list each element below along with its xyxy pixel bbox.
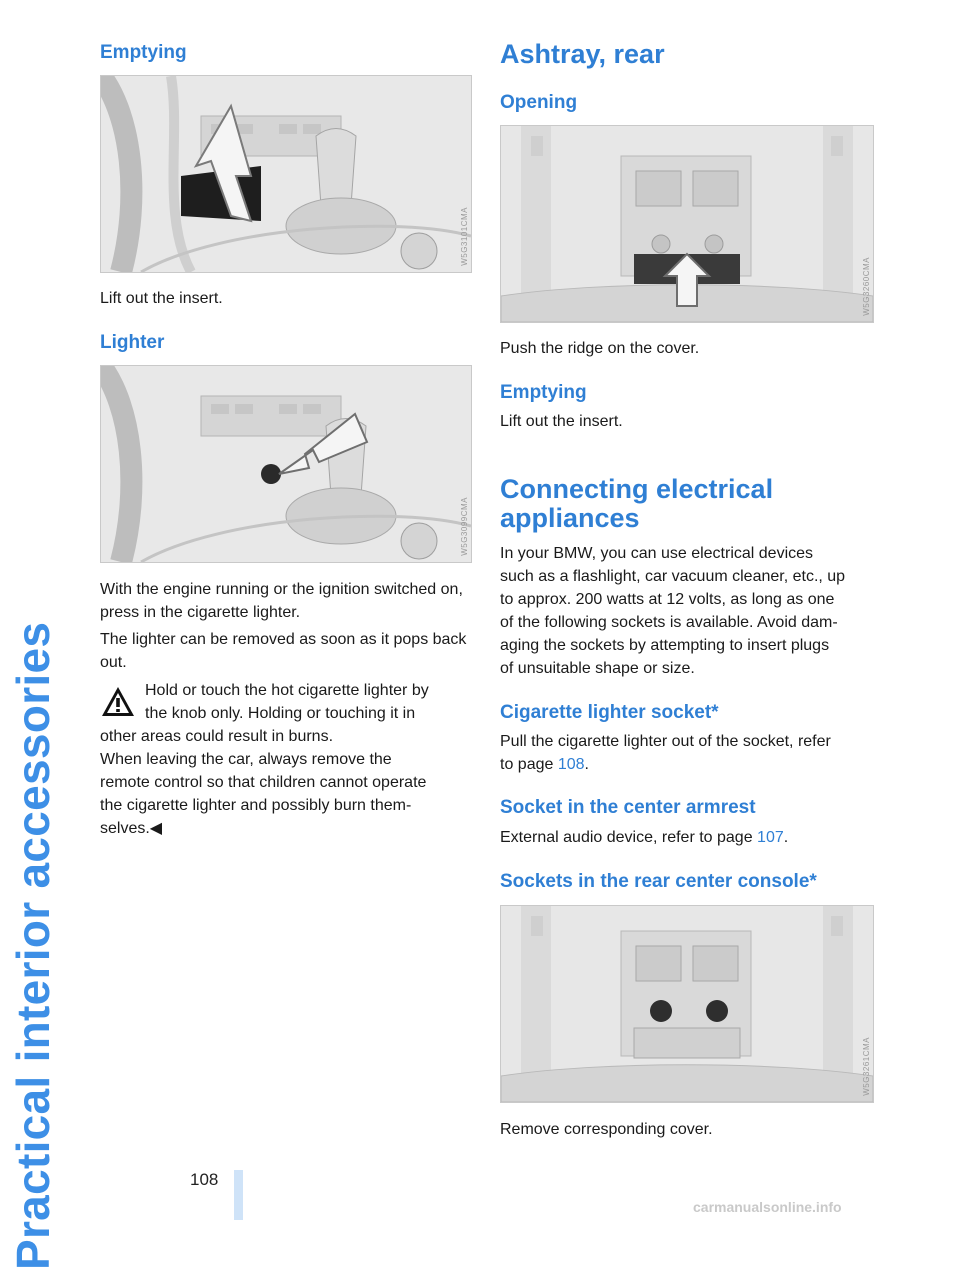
page-link-108[interactable]: 108 (557, 756, 585, 773)
page-edge-bar (234, 1170, 243, 1220)
lighter-paragraph-2: The lighter can be removed as soon as it pops back out. (100, 631, 467, 671)
paragraph-line: Pull the cigarette lighter out of the socket, refer (500, 733, 831, 750)
lighter-illustration (100, 365, 472, 563)
title-line: Connecting electrical (500, 474, 774, 504)
image-code: W5G3099CMA (460, 497, 469, 556)
chapter-side-title: Practical interior accessories (7, 621, 59, 1270)
warning-line: other areas could result in burns. (100, 728, 334, 745)
paragraph-line: of the following sockets is available. Avoid dam- (500, 614, 838, 631)
paragraph-line: In your BMW, you can use electrical devices (500, 545, 814, 562)
warning-line: When leaving the car, always remove the (100, 751, 392, 768)
rear-console-sockets-heading: Sockets in the rear center console* (500, 871, 817, 892)
warning-line: the cigarette lighter and possibly burn them- (100, 797, 412, 814)
footer-watermark: carmanualsonline.info (693, 1199, 842, 1215)
warning-line: remote control so that children cannot operate (100, 774, 427, 791)
warning-line: selves.◀ (100, 820, 163, 837)
image-code: W5G3261CMA (862, 1037, 871, 1096)
paragraph-line: to approx. 200 watts at 12 volts, as long as one (500, 591, 835, 608)
rear-console-sockets-illustration (500, 905, 874, 1103)
center-armrest-socket-text: External audio device, refer to page 107. (500, 829, 789, 846)
emptying-caption: Lift out the insert. (100, 290, 223, 307)
page-link-107[interactable]: 107 (757, 829, 784, 846)
page-number: 108 (190, 1170, 219, 1189)
connecting-appliances-title (500, 475, 773, 533)
paragraph-line: such as a flashlight, car vacuum cleaner, etc., up (500, 568, 846, 585)
opening-caption: Push the ridge on the cover. (500, 340, 700, 357)
rear-console-caption: Remove corresponding cover. (500, 1121, 713, 1138)
warning-note (100, 679, 472, 840)
image-code: W5G3101CMA (460, 207, 469, 266)
paragraph-line: of unsuitable shape or size. (500, 660, 695, 677)
emptying-heading-rear: Emptying (500, 382, 587, 403)
cigarette-lighter-socket-heading: Cigarette lighter socket* (500, 702, 719, 723)
emptying-caption-rear: Lift out the insert. (500, 413, 623, 430)
warning-line: Hold or touch the hot cigarette lighter by (145, 682, 429, 699)
emptying-heading: Emptying (100, 42, 187, 63)
rear-ashtray-opening-illustration (500, 125, 874, 323)
warning-line: the knob only. Holding or touching it in (145, 705, 416, 722)
lighter-heading: Lighter (100, 332, 165, 353)
ashtray-emptying-illustration (100, 75, 472, 273)
connecting-paragraph (500, 542, 880, 680)
paragraph-line: to page 108. (500, 756, 589, 773)
paragraph-line: aging the sockets by attempting to insert plugs (500, 637, 830, 654)
cigarette-lighter-socket-text (500, 730, 880, 776)
ashtray-rear-title: Ashtray, rear (500, 39, 665, 69)
image-code: W5G3260CMA (862, 257, 871, 316)
opening-heading: Opening (500, 92, 578, 113)
center-armrest-socket-heading: Socket in the center armrest (500, 797, 756, 818)
title-line: appliances (500, 503, 640, 533)
lighter-paragraph-1: With the engine running or the ignition switched on, press in the cigarette lighter. (100, 581, 463, 621)
